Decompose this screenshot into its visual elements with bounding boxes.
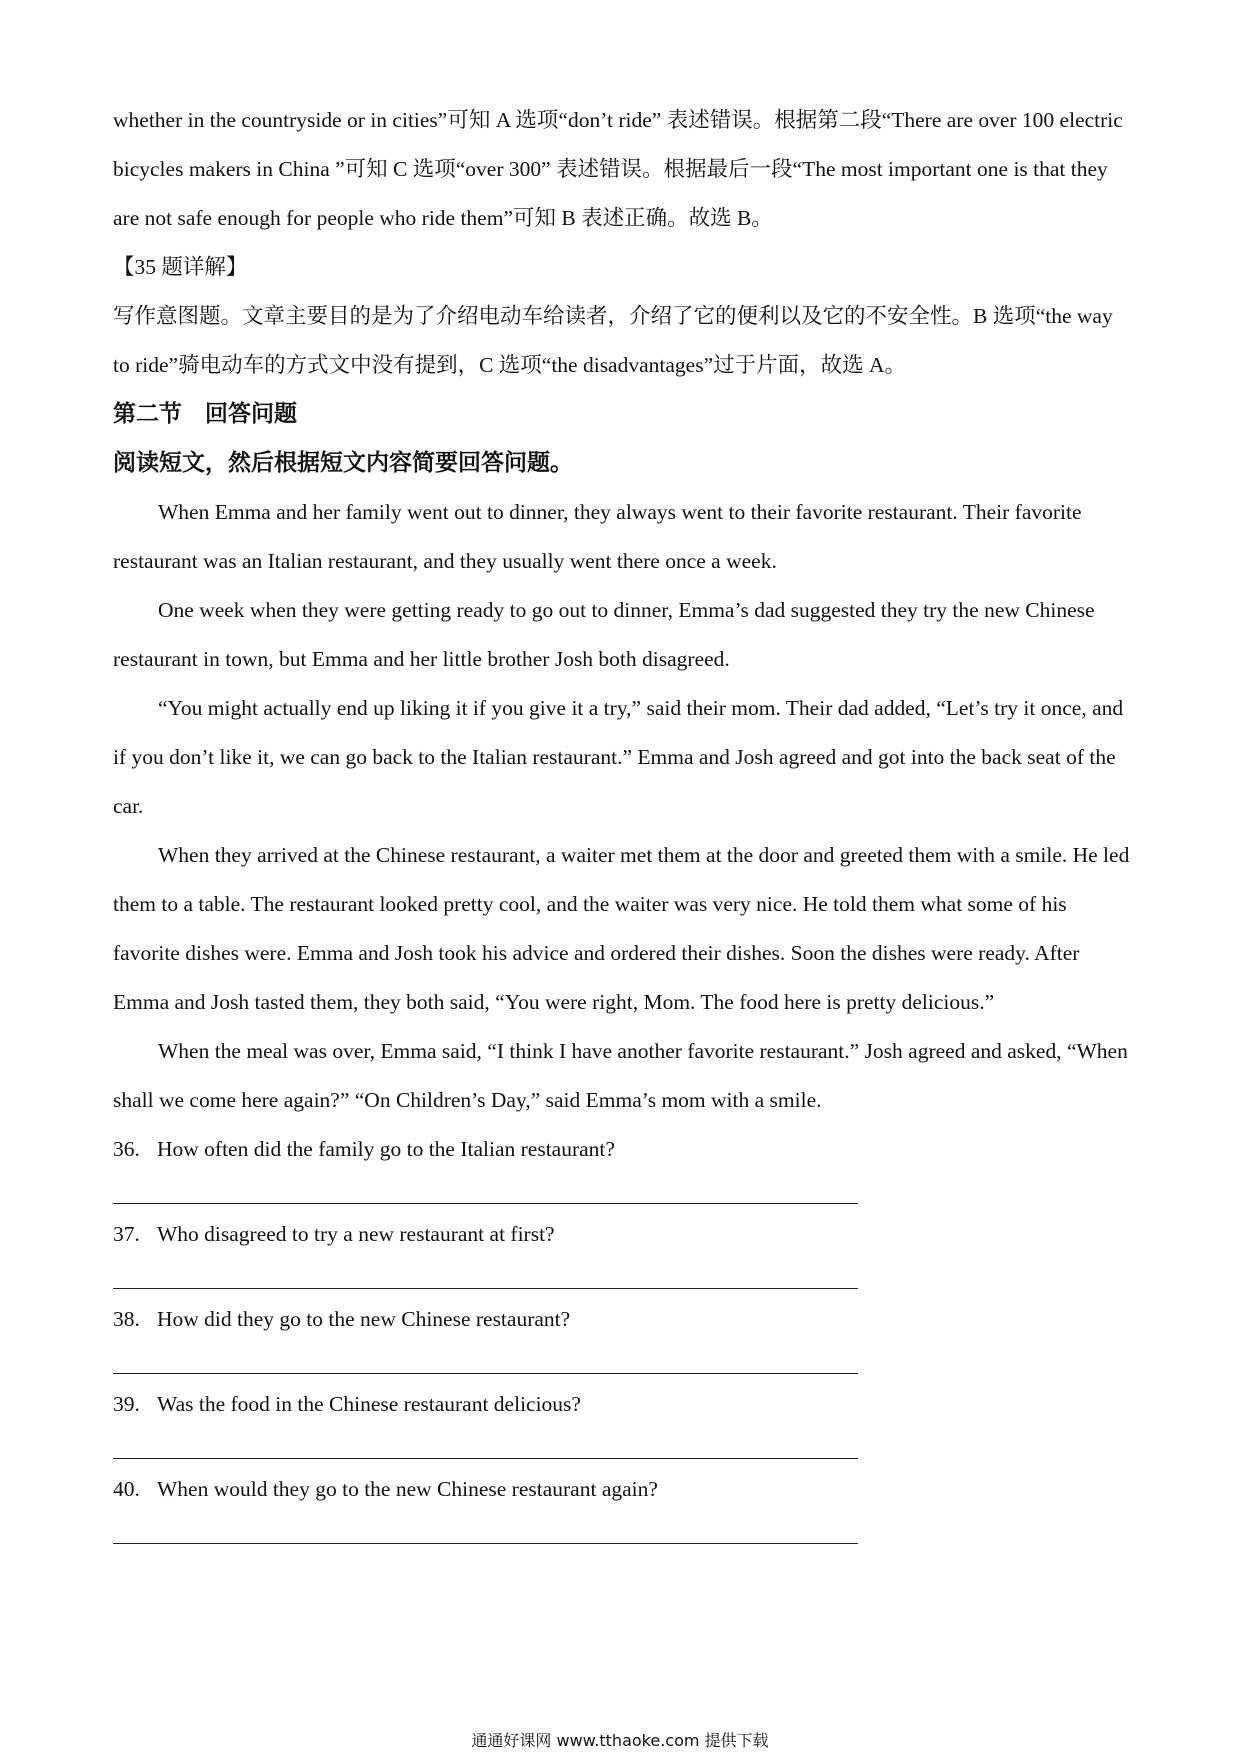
text-line: 写作意图题。文章主要目的是为了介绍电动车给读者，介绍了它的便利以及它的不安全性。B 选项“the way: [113, 304, 1113, 328]
text-line: “You might actually end up liking it if you give it a try,” said their mom. Their dad added, “Let’s try it once, and: [158, 696, 1124, 720]
reading-passage: [113, 488, 1133, 1125]
question-item: [113, 1465, 1133, 1544]
text-line: When they arrived at the Chinese restaurant, a waiter met them at the door and greeted them with a smile. He led: [158, 843, 1130, 867]
text-line: restaurant was an Italian restaurant, and they usually went there once a week.: [113, 549, 777, 573]
answer-explanation-34: [113, 96, 1133, 243]
question-text: How often did the family go to the Italian restaurant?: [157, 1137, 615, 1161]
question-item: [113, 1210, 1133, 1289]
text-line: whether in the countryside or in cities”可知 A 选项“don’t ride” 表述错误。根据第二段“There are over 100 electric: [113, 108, 1123, 132]
question-item: [113, 1380, 1133, 1459]
text-line: bicycles makers in China ”可知 C 选项“over 300” 表述错误。根据最后一段“The most important one is that they: [113, 157, 1108, 181]
text-line: One week when they were getting ready to go out to dinner, Emma’s dad suggested they try the new Chinese: [158, 598, 1095, 622]
page-footer: 通通好课网 www.tthaoke.com 提供下载: [471, 1731, 769, 1750]
text-line: car.: [113, 794, 144, 818]
detail-heading: 【35 题详解】: [113, 255, 248, 279]
text-line: them to a table. The restaurant looked pretty cool, and the waiter was very nice. He told them what some of his: [113, 892, 1067, 916]
question-number: 37.: [113, 1222, 140, 1246]
answer-line[interactable]: [113, 1288, 858, 1289]
section-title: 第二节 回答问题: [113, 401, 297, 427]
answer-line[interactable]: [113, 1458, 858, 1459]
answer-explanation-35: [113, 292, 1133, 390]
document-page: [113, 96, 1133, 1550]
question-list: [113, 1125, 1133, 1544]
question-text: How did they go to the new Chinese restaurant?: [157, 1307, 571, 1331]
question-text: Was the food in the Chinese restaurant delicious?: [157, 1392, 581, 1416]
text-line: favorite dishes were. Emma and Josh took his advice and ordered their dishes. Soon the dishes were ready. After: [113, 941, 1080, 965]
paragraph: [113, 488, 1133, 586]
paragraph: [113, 1027, 1133, 1125]
text-line: Emma and Josh tasted them, they both said, “You were right, Mom. The food here is pretty delicious.”: [113, 990, 995, 1014]
question-number: 36.: [113, 1137, 140, 1161]
paragraph: [113, 831, 1133, 1027]
question-item: [113, 1295, 1133, 1374]
answer-line[interactable]: [113, 1543, 858, 1544]
paragraph: [113, 586, 1133, 684]
question-item: [113, 1125, 1133, 1204]
text-line: are not safe enough for people who ride them”可知 B 表述正确。故选 B。: [113, 206, 773, 230]
paragraph: [113, 684, 1133, 831]
question-number: 39.: [113, 1392, 140, 1416]
question-number: 40.: [113, 1477, 140, 1501]
answer-line[interactable]: [113, 1203, 858, 1204]
question-number: 38.: [113, 1307, 140, 1331]
text-line: restaurant in town, but Emma and her little brother Josh both disagreed.: [113, 647, 730, 671]
question-text: Who disagreed to try a new restaurant at first?: [157, 1222, 555, 1246]
text-line: shall we come here again?” “On Children’s Day,” said Emma’s mom with a smile.: [113, 1088, 822, 1112]
text-line: When Emma and her family went out to dinner, they always went to their favorite restaurant. Their favorite: [158, 500, 1082, 524]
text-line: When the meal was over, Emma said, “I think I have another favorite restaurant.” Josh agreed and asked, “When: [158, 1039, 1128, 1063]
answer-line[interactable]: [113, 1373, 858, 1374]
question-text: When would they go to the new Chinese restaurant again?: [157, 1477, 658, 1501]
text-line: if you don’t like it, we can go back to the Italian restaurant.” Emma and Josh agreed and got into the back seat of the: [113, 745, 1116, 769]
instruction: 阅读短文，然后根据短文内容简要回答问题。: [113, 450, 573, 476]
text-line: to ride”骑电动车的方式文中没有提到，C 选项“the disadvantages”过于片面，故选 A。: [113, 353, 907, 377]
